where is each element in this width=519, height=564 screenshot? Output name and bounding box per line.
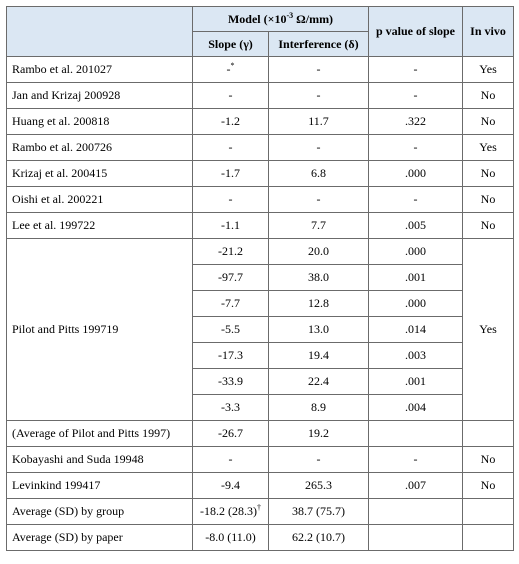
table-row-average-paper: Average (SD) by paper -8.0 (11.0) 62.2 (10.7) [7,525,514,551]
table-row: Kobayashi and Suda 19948 - - - No [7,447,514,473]
header-interference: Interference (δ) [269,32,369,57]
header-slope: Slope (γ) [193,32,269,57]
table-row: Levinkind 199417 -9.4 265.3 .007 No [7,473,514,499]
table-row-pilot-sub: -33.9 22.4 .001 [7,369,514,395]
table-row: Rambo et al. 200726 - - - Yes [7,135,514,161]
table-row-pilot-sub: -5.5 13.0 .014 [7,317,514,343]
header-study [7,7,193,57]
table-row-pilot-sub: -7.7 12.8 .000 [7,291,514,317]
header-model: Model ($\times 10^{-3}$ Ω/mm) [193,7,369,32]
table-row: Lee et al. 199722 -1.1 7.7 .005 No [7,213,514,239]
table-row-pilot: Pilot and Pitts 199719 -21.2 20.0 .000 Yes [7,239,514,265]
header-invivo: In vivo [463,7,514,57]
table-row-pilot-average: (Average of Pilot and Pitts 1997) -26.7 19.2 [7,421,514,447]
table-row-pilot-sub: -3.3 8.9 .004 [7,395,514,421]
table-row: Jan and Krizaj 200928 - - - No [7,83,514,109]
table-row: Huang et al. 200818 -1.2 11.7 .322 No [7,109,514,135]
table-row-pilot-sub: -97.7 38.0 .001 [7,265,514,291]
table-row: Rambo et al. 201027 -* - - Yes [7,57,514,83]
table-row-average-group: Average (SD) by group -18.2 (28.3)† 38.7 (75.7) [7,499,514,525]
table-row: Krizaj et al. 200415 -1.7 6.8 .000 No [7,161,514,187]
table-row: Oishi et al. 200221 - - - No [7,187,514,213]
table-row-pilot-sub: -17.3 19.4 .003 [7,343,514,369]
header-pvalue: p value of slope [369,7,463,57]
header-row-1 [7,7,514,32]
results-table [6,6,514,551]
